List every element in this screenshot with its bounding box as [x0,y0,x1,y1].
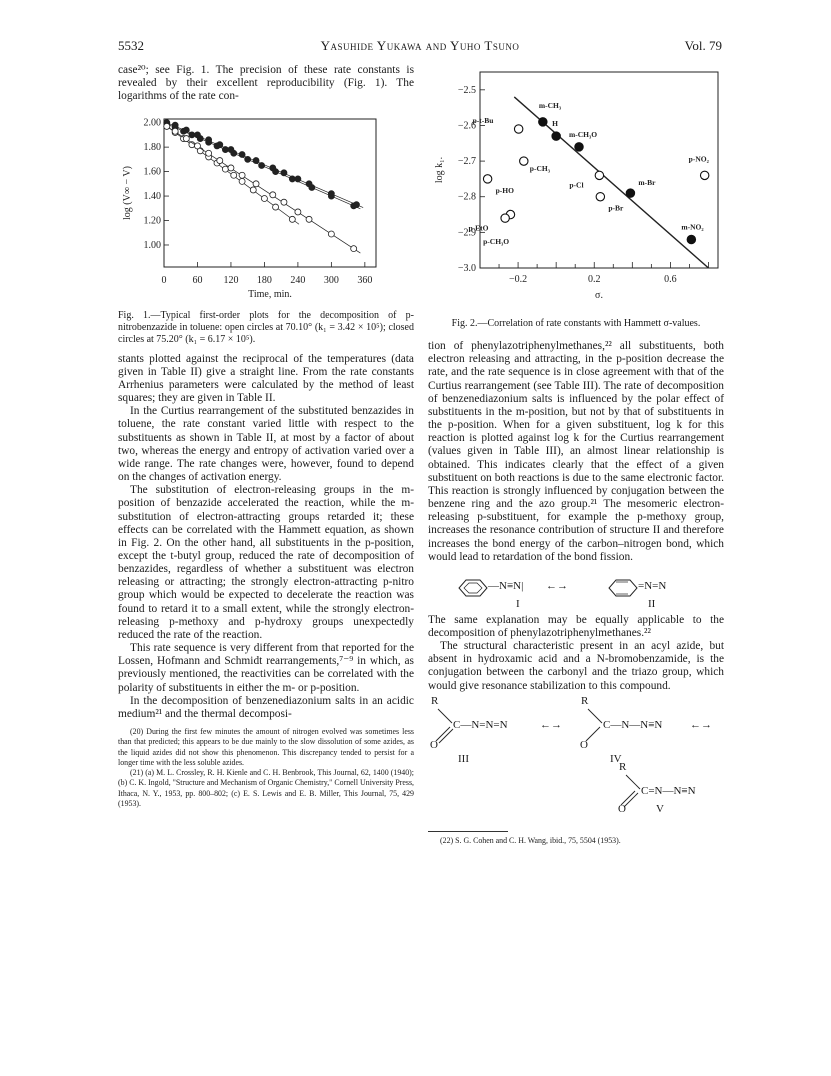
point-label: p-Cl [569,180,584,190]
data-point [217,158,223,164]
x-tick-label: 240 [290,275,306,287]
data-point [183,127,189,133]
data-point [575,143,583,151]
data-point [164,124,170,130]
figure-1 [118,109,414,345]
data-point [328,231,334,237]
y-axis-label: log (V∞ − V) [122,166,133,221]
data-point [483,175,491,183]
data-point [261,196,267,202]
y-axis-label: log k₁. [434,156,445,184]
data-point [328,191,334,197]
footnotes [118,727,414,809]
data-point [351,246,357,252]
data-point [514,125,522,133]
point-label: p-EtO [468,223,489,233]
data-point [239,173,245,179]
running-header [118,38,722,56]
structure-IV-label: IV [610,752,622,765]
footnote-22: (22) S. G. Cohen and C. H. Wang, ibid., 75, 5504 (1953). [440,835,621,845]
y-tick-label: −2.9 [457,227,476,239]
running-title: Yasuhide Yukawa and Yuho Tsuno [320,38,520,53]
carbonyl-oxygen: O [430,738,438,751]
data-point [194,143,200,149]
structure-III-label: III [458,752,469,765]
figure-2-caption: Fig. 2.—Correlation of rate constants with Hammett σ-values. [451,318,701,330]
x-tick-label: 0 [161,275,167,287]
point-label: H [552,119,559,129]
data-point [273,205,279,211]
y-tick-label: 2.00 [143,118,161,130]
y-tick-label: −2.7 [457,156,476,168]
data-point [306,217,312,223]
data-point [596,193,604,201]
y-tick-label: −2.5 [457,84,476,96]
resonance-arrow: ←→ [540,718,562,731]
data-point [222,147,228,153]
data-point [206,137,212,143]
point-label: m-NO₂ [681,222,704,232]
data-point [281,170,287,176]
data-point [552,132,560,140]
structure-I-azo: —N≡N| [488,579,524,592]
data-point [253,158,259,164]
carbonyl-oxygen: O [580,738,588,751]
y-tick-label: 1.20 [143,215,161,227]
x-tick-label: 0.6 [664,274,677,285]
y-tick-label: 1.00 [143,240,161,252]
structure-I-label: I [516,597,520,610]
body-paragraph: stants plotted against the reciprocal of the temperatures (data given in Table II) give a straight line. From the rate constants Arrhenius parameters were calculated by the method of least squares; they are given in Table II. [118,352,414,405]
data-point [239,179,245,185]
data-point [306,181,312,187]
data-point [295,176,301,182]
footnote-21: (21) (a) M. L. Crossley, R. H. Kienle and C. H. Benbrook, This Journal, 62, 1400 (1940); (b) C. K. Ingold, "Structure and Mechanism of Organic Chemistry," Cornell University Press, Ithaca, N. Y., 1953, pp. 800–802; (c) E. S. Lewis and E. B. Miller, This Journal, 75, 429 (1953). [118,768,414,809]
data-point [353,202,359,208]
figure-2 [428,64,724,330]
point-label: p-Br [608,203,624,213]
resonance-arrow: ←→ [546,579,568,592]
data-point [270,165,276,171]
x-tick-label: 0.2 [587,274,601,285]
structure-III-chain: C—N=N=N [453,718,508,731]
left-column [118,64,414,809]
structure-II-azo: =N=N [638,579,667,592]
footnote-20: (20) During the first few minutes the amount of nitrogen evolved was sometimes less than that predicted; this appears to be due mainly to the slow dissolution of some azides, as the liquid azides did not show this phenomenon. This discrepancy tended to persist for a longer time with the less soluble azides. [118,727,414,767]
y-tick-label: 1.40 [143,191,161,203]
footnote-rule [428,831,508,832]
page-number: 5532 [118,38,144,53]
point-label: p-HO [495,185,514,195]
data-point [194,132,200,138]
body-paragraph: The same explanation may be equally applicable to the decomposition of phenylazotriphenylmethanes.²² [428,613,724,639]
figure-2-chart [428,64,724,312]
data-point [289,217,295,223]
plot-frame [480,72,718,268]
y-tick-label: −2.6 [457,120,476,132]
data-point [501,214,509,222]
y-tick-label: −2.8 [457,191,476,203]
benzene-ring-II [609,580,637,596]
benzene-ring-I [459,580,487,596]
resonance-arrow: ←→ [690,718,712,731]
data-point [217,142,223,148]
data-point [253,181,259,187]
data-point [172,123,178,129]
structure-II-label: II [648,597,656,610]
data-point [228,147,234,153]
data-point [222,167,228,173]
substituent-R: R [581,694,589,707]
figure-1-caption: Fig. 1.—Typical first-order plots for the decomposition of p-nitrobenzazide in toluene: open circles at 70.10° (k₁ = 3.42 × 10⁵); closed circles at 75.20° (k₁ = 6.17 × 10⁵). [118,309,414,345]
x-tick-label: 300 [323,275,339,287]
data-point [687,235,695,243]
body-paragraph: tion of phenylazotriphenylmethanes,²² all substituents, both electron releasing and attracting, in the p-position decrease the rate, and the rate sequence is in close agreement with that of the Curtius rearrangement (see Table III). The rate of decomposition of benzenediazonium salts is influenced by the polar effect of substituents in the m-position, but not by that of substituents in the p-position. When for a given substituent, log k for this reaction is plotted against log k for the Curtius rearrangement (values given in Table III), an almost linear relationship is obtained. This indicates clearly that the effect of a given substituent on both reactions is due to the same electronic factor. This reaction is strongly influenced by conjugation between the benzene ring and the azo group.²¹ The mesomeric electron-releasing p-substituent, for example the p-methoxy group, increases the resonance contribution of structure II and therefore increases the bond energy of the carbon–nitrogen bond, which would lead to retardation of the bond fission. [428,340,724,563]
structure-V-chain: C=N—N≡N [641,784,696,797]
y-tick-label: 1.60 [143,167,161,179]
carbonyl-oxygen: O [618,802,626,815]
body-paragraph: In the Curtius rearrangement of the substituted benzazides in toluene, the rate constant varied little with respect to the substituents as shown in Table II, at most by a factor of about two, whereas the energy and entropy of activation varied over a wide range. The rate changes were, however, found to depend on the changes of activation energy. [118,405,414,484]
data-point [183,136,189,142]
x-tick-label: 360 [357,275,373,287]
point-label: p-NO₂ [688,154,709,164]
right-column [428,64,724,846]
body-paragraph: The substitution of electron-releasing groups in the m-position of benzazide accelerated the reaction, while the m-substitution of electron-attracting groups retarded it; these effects can be correlated with the Hammett equation, as shown in Fig. 2. On the other hand, all substituents in the p-position, except the t-butyl group, reduced the rate of decomposition of benzazides, regardless of whether a substituent was electron releasing or attracting; the strongly electron-attracting p-nitro group which would be expected to decelerate the reaction was found to retard it to a small extent, while the strongly electron-releasing p-methoxy and p-hydroxy groups unexpectedly reduced the rate of the reaction. [118,484,414,641]
point-label: p-CH₃ [529,164,550,174]
x-tick-label: 60 [192,275,203,287]
structure-IV-chain: C—N—N≡N [603,718,663,731]
point-label: m-CH₃O [569,129,598,139]
x-axis-label: Time, min. [248,289,292,301]
point-label: m-Br [638,178,656,188]
point-label: m-CH₃ [538,100,562,110]
data-point [700,171,708,179]
body-paragraph: This rate sequence is very different from that reported for the Lossen, Hofmann and Schmidt rearrangements,⁷⁻⁹ in which, as previously mentioned, the reactivities can be correlated with the polarity of substituents in either the m- or p-position. [118,642,414,694]
data-point [595,171,603,179]
data-point [626,189,634,197]
x-tick-label: −0.2 [509,274,528,285]
data-point [231,173,237,179]
body-paragraph: In the decomposition of benzenediazonium salts in an acidic medium²¹ and the thermal decomposi- [118,694,414,720]
structures-III-IV-V [428,695,724,817]
figure-1-chart [118,109,414,303]
substituent-R: R [619,760,627,773]
data-point [172,129,178,135]
x-tick-label: 180 [256,275,272,287]
y-tick-label: 1.80 [143,142,161,154]
data-point [281,200,287,206]
data-point [539,118,547,126]
data-point [270,192,276,198]
volume-number: Vol. 79 [684,38,722,53]
point-label: p-CH₃O [483,237,510,247]
structures-I-II [428,568,724,612]
structure-V-label: V [656,802,664,815]
y-tick-label: −3.0 [457,263,476,274]
data-point [250,187,256,193]
structures-I-II-drawing [428,568,724,612]
intro-paragraph: case²⁰; see Fig. 1. The precision of these rate constants is revealed by their excellent reproducibility (Fig. 1). The logarithms of the rate con- [118,64,414,103]
data-point [228,165,234,171]
structures-III-IV-V-drawing [428,695,724,817]
data-point [295,209,301,215]
data-point [239,152,245,158]
substituent-R: R [431,694,439,707]
point-label: p-t-Bu [472,116,494,126]
data-point [520,157,528,165]
body-paragraph: The structural characteristic present in an acyl azide, but absent in hydroxamic acid and a N-bromobenzamide, is the conjugation between the carbonyl and the triazo group, which would give resonance stabilization to this compound. [428,640,724,692]
data-point [206,151,212,157]
x-axis-label: σ. [595,290,603,301]
x-tick-label: 120 [223,275,239,287]
